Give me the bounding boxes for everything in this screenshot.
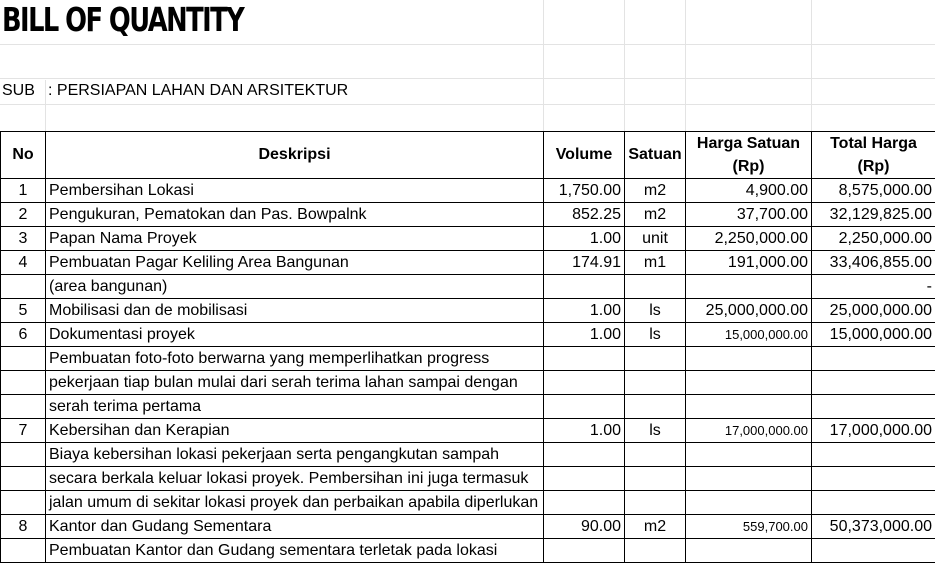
cell-no[interactable] [1,347,46,371]
cell-volume[interactable] [544,467,625,491]
cell-no[interactable]: 8 [1,515,46,539]
cell-volume[interactable]: 1,750.00 [544,179,625,203]
cell-satuan[interactable]: unit [625,227,686,251]
boq-table [0,131,935,563]
gridline [624,0,625,131]
cell-no[interactable] [1,491,46,515]
cell-volume[interactable] [544,443,625,467]
sub-label: SUB [2,82,35,100]
header-total-harga[interactable]: Total Harga [812,132,935,156]
table-row [1,299,935,323]
cell-total-harga[interactable]: 25,000,000.00 [812,299,935,323]
cell-no[interactable]: 4 [1,251,46,275]
cell-no[interactable] [1,395,46,419]
table-row [1,203,935,227]
header-harga-satuan[interactable]: Harga Satuan [686,132,812,156]
cell-satuan[interactable] [625,539,686,563]
cell-total-harga[interactable] [812,443,935,467]
cell-volume[interactable]: 1.00 [544,227,625,251]
cell-volume[interactable]: 174.91 [544,251,625,275]
cell-no[interactable]: 7 [1,419,46,443]
cell-volume[interactable]: 90.00 [544,515,625,539]
table-row [1,515,935,539]
header-satuan[interactable]: Satuan [625,132,686,179]
cell-satuan[interactable]: m1 [625,251,686,275]
cell-harga-satuan[interactable]: 37,700.00 [686,203,812,227]
sub-value: : PERSIAPAN LAHAN DAN ARSITEKTUR [48,82,348,100]
cell-no[interactable] [1,275,46,299]
cell-harga-satuan[interactable]: 2,250,000.00 [686,227,812,251]
table-row [1,275,935,299]
table-row [1,251,935,275]
cell-deskripsi[interactable]: Pembuatan foto-foto berwarna yang memperlihatkan progress [46,347,544,371]
cell-total-harga[interactable] [812,395,935,419]
cell-harga-satuan[interactable] [686,395,812,419]
cell-total-harga[interactable] [812,347,935,371]
cell-total-harga[interactable] [812,491,935,515]
cell-deskripsi[interactable]: Pembuatan Pagar Keliling Area Bangunan [46,251,544,275]
gridline [0,104,935,105]
cell-total-harga[interactable]: 15,000,000.00 [812,323,935,347]
cell-deskripsi[interactable]: serah terima pertama [46,395,544,419]
header-volume[interactable]: Volume [544,132,625,179]
table-row [1,371,935,395]
table-row [1,467,935,491]
cell-no[interactable]: 2 [1,203,46,227]
cell-total-harga[interactable] [812,467,935,491]
gridline [543,0,544,131]
header-deskripsi[interactable]: Deskripsi [46,132,544,179]
cell-deskripsi[interactable]: Mobilisasi dan de mobilisasi [46,299,544,323]
cell-satuan[interactable] [625,347,686,371]
cell-total-harga[interactable]: 33,406,855.00 [812,251,935,275]
cell-no[interactable]: 3 [1,227,46,251]
cell-harga-satuan[interactable] [686,539,812,563]
cell-volume[interactable] [544,491,625,515]
document-title: BILL OF QUANTITY [2,0,243,39]
cell-satuan[interactable] [625,467,686,491]
cell-satuan[interactable]: m2 [625,515,686,539]
cell-deskripsi[interactable]: Pembersihan Lokasi [46,179,544,203]
header-harga-satuan-unit[interactable]: (Rp) [686,155,812,179]
table-row [1,347,935,371]
gridline [0,78,935,79]
header-row [1,132,935,156]
cell-deskripsi[interactable]: (area bangunan) [46,275,544,299]
cell-volume[interactable]: 1.00 [544,419,625,443]
table-row [1,491,935,515]
cell-no[interactable] [1,539,46,563]
cell-satuan[interactable] [625,443,686,467]
cell-satuan[interactable]: ls [625,419,686,443]
cell-deskripsi[interactable]: Kebersihan dan Kerapian [46,419,544,443]
gridline [45,80,46,131]
cell-volume[interactable]: 852.25 [544,203,625,227]
cell-total-harga[interactable] [812,539,935,563]
cell-satuan[interactable]: ls [625,299,686,323]
cell-harga-satuan[interactable] [686,491,812,515]
cell-total-harga[interactable]: - [812,275,935,299]
table-row [1,419,935,443]
cell-harga-satuan[interactable]: 559,700.00 [686,515,812,539]
gridline [811,0,812,131]
cell-no[interactable] [1,443,46,467]
cell-harga-satuan[interactable]: 17,000,000.00 [686,419,812,443]
cell-volume[interactable] [544,347,625,371]
cell-deskripsi[interactable]: pekerjaan tiap bulan mulai dari serah terima lahan sampai dengan [46,371,544,395]
cell-harga-satuan[interactable] [686,467,812,491]
cell-harga-satuan[interactable] [686,347,812,371]
cell-deskripsi[interactable]: Biaya kebersihan lokasi pekerjaan serta pengangkutan sampah [46,443,544,467]
header-no[interactable]: No [1,132,46,179]
cell-satuan[interactable] [625,371,686,395]
table-row [1,323,935,347]
cell-volume[interactable] [544,395,625,419]
cell-no[interactable]: 1 [1,179,46,203]
cell-satuan[interactable] [625,275,686,299]
cell-no[interactable] [1,467,46,491]
cell-satuan[interactable]: ls [625,323,686,347]
cell-total-harga[interactable]: 17,000,000.00 [812,419,935,443]
cell-harga-satuan[interactable]: 15,000,000.00 [686,323,812,347]
cell-harga-satuan[interactable] [686,275,812,299]
cell-satuan[interactable] [625,491,686,515]
cell-deskripsi[interactable]: Dokumentasi proyek [46,323,544,347]
cell-deskripsi[interactable]: Pengukuran, Pematokan dan Pas. Bowpalnk [46,203,544,227]
cell-volume[interactable]: 1.00 [544,323,625,347]
gridline [685,0,686,131]
cell-satuan[interactable]: m2 [625,179,686,203]
table-row [1,179,935,203]
cell-deskripsi[interactable]: Pembuatan Kantor dan Gudang sementara terletak pada lokasi [46,539,544,563]
cell-satuan[interactable] [625,395,686,419]
table-row [1,227,935,251]
cell-deskripsi[interactable]: Kantor dan Gudang Sementara [46,515,544,539]
cell-harga-satuan[interactable] [686,443,812,467]
cell-harga-satuan[interactable]: 191,000.00 [686,251,812,275]
cell-deskripsi[interactable]: secara berkala keluar lokasi proyek. Pembersihan ini juga termasuk [46,467,544,491]
cell-total-harga[interactable]: 50,373,000.00 [812,515,935,539]
boq-body [1,179,935,563]
cell-deskripsi[interactable]: Papan Nama Proyek [46,227,544,251]
cell-deskripsi[interactable]: jalan umum di sekitar lokasi proyek dan perbaikan apabila diperlukan [46,491,544,515]
cell-no[interactable]: 5 [1,299,46,323]
cell-harga-satuan[interactable] [686,371,812,395]
cell-volume[interactable] [544,275,625,299]
cell-volume[interactable]: 1.00 [544,299,625,323]
header-total-harga-unit[interactable]: (Rp) [812,155,935,179]
gridline [0,44,935,45]
cell-total-harga[interactable]: 2,250,000.00 [812,227,935,251]
cell-volume[interactable] [544,539,625,563]
cell-volume[interactable] [544,371,625,395]
cell-harga-satuan[interactable]: 25,000,000.00 [686,299,812,323]
cell-no[interactable] [1,371,46,395]
table-row [1,443,935,467]
cell-total-harga[interactable] [812,371,935,395]
cell-satuan[interactable]: m2 [625,203,686,227]
table-row [1,395,935,419]
cell-harga-satuan[interactable]: 4,900.00 [686,179,812,203]
cell-no[interactable]: 6 [1,323,46,347]
table-row [1,539,935,563]
cell-total-harga[interactable]: 32,129,825.00 [812,203,935,227]
cell-total-harga[interactable]: 8,575,000.00 [812,179,935,203]
